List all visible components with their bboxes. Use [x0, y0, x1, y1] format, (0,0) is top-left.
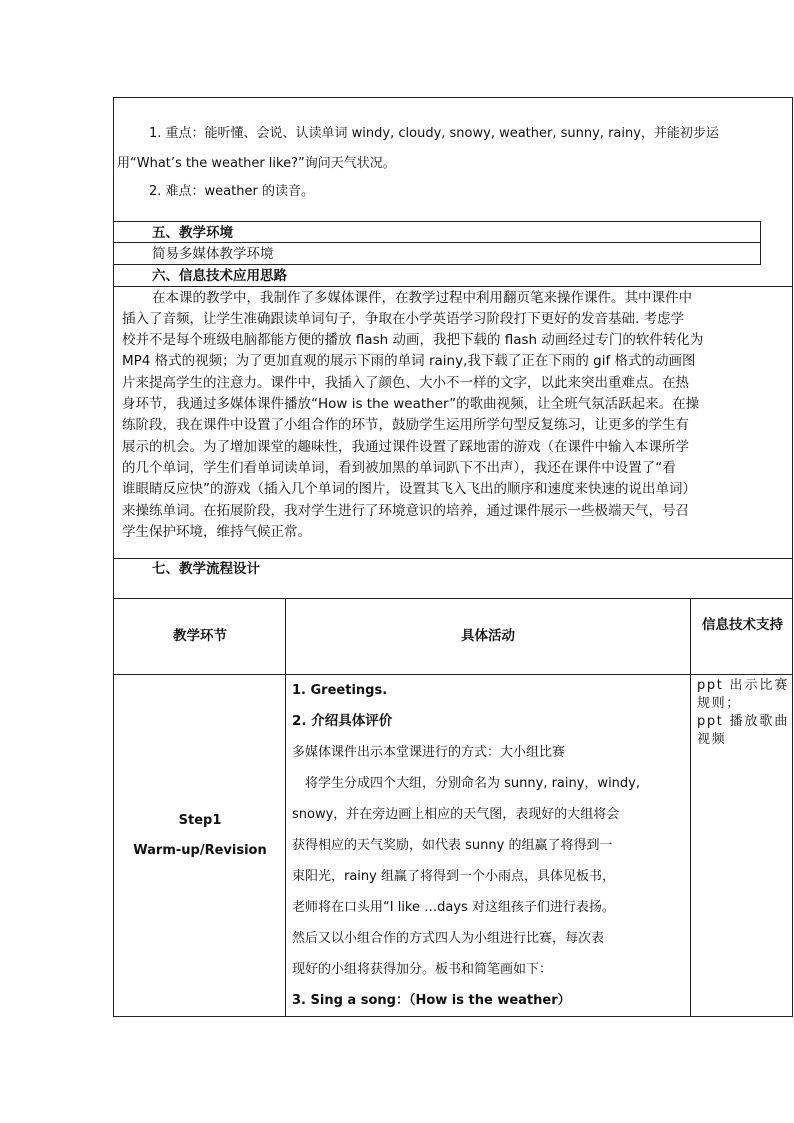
step-stage: Warm-up/Revision [133, 843, 267, 858]
activity-line-4: 将学生分成四个大组，分别命名为 sunny, rainy，windy, [305, 776, 640, 791]
header-activities: 具体活动 [461, 628, 515, 644]
section6-title: 六、信息技术应用思路 [152, 268, 287, 284]
section6-line-4: MP4 格式的视频；为了更加直观的展示下雨的单词 rainy,我下载了正在下雨的 gif 格式的动画图 [122, 353, 696, 369]
activity-line-9: 然后又以小组合作的方式四人为小组进行比赛，每次表 [292, 931, 605, 946]
activity-line-3: 多媒体课件出示本堂课进行的方式：大小组比赛 [292, 745, 566, 760]
key-point-line-1: 1. 重点：能听懂、会说、认读单词 windy, cloudy, snowy, weather, sunny, rainy，并能初步运 [149, 126, 719, 141]
section7-title: 七、教学流程设计 [152, 561, 260, 577]
section6-line-9: 的几个单词，学生们看单词读单词，看到被加黑的单词趴下不出声），我还在课件中设置了“看 [122, 460, 676, 476]
table-header-row [113, 599, 793, 675]
activity-line-5: snowy，并在旁边画上相应的天气图，表现好的大组将会 [292, 807, 620, 822]
tech-support-item-1: ppt 出示比赛规则； [697, 678, 789, 711]
section5-content-row [113, 243, 761, 265]
activity-line-1: 1. Greetings. [292, 683, 388, 698]
key-point-line-3: 2. 难点：weather 的读音。 [149, 184, 314, 199]
tech-support-item-2: ppt 播放歌曲视频 [697, 714, 789, 747]
section6-line-10: 谁眼睛反应快”的游戏（插入几个单词的图片，设置其飞入飞出的顺序和速度来快速的说出单词） [122, 481, 696, 497]
key-points-section [113, 97, 793, 221]
section6-line-11: 来操练单词。在拓展阶段，我对学生进行了环境意识的培养，通过课件展示一些极端天气，号召 [122, 503, 689, 519]
section6-line-8: 展示的机会。为了增加课堂的趣味性，我通过课件设置了踩地雷的游戏（在课件中输入本课所学 [122, 439, 689, 455]
section6-line-6: 身环节，我通过多媒体课件播放“How is the weather”的歌曲视频，让全班气氛活跃起来。在操 [122, 396, 700, 412]
tech-support-cell [697, 677, 789, 749]
section7-title-row [113, 559, 793, 599]
section5-title: 五、教学环境 [152, 225, 233, 241]
activity-line-7: 束阳光，rainy 组赢了将得到一个小雨点，具体见板书， [292, 869, 615, 884]
section6-line-12: 学生保护环境，维持气候正常。 [122, 524, 311, 540]
section6-body [113, 287, 793, 559]
section5-content: 简易多媒体教学环境 [152, 246, 274, 262]
section5-title-row [113, 221, 761, 243]
section6-line-3: 校并不是每个班级电脑都能方便的播放 flash 动画，我把下载的 flash 动画经过专门的软件转化为 [122, 332, 704, 348]
activity-line-2: 2. 介绍具体评价 [292, 713, 393, 729]
section6-line-1: 在本课的教学中，我制作了多媒体课件，在教学过程中利用翻页笔来操作课件。其中课件中 [152, 290, 692, 306]
header-teaching-step: 教学环节 [173, 628, 227, 644]
section6-line-2: 插入了音频，让学生准确跟读单词句子，争取在小学英语学习阶段打下更好的发音基础. 考虑学 [122, 311, 685, 327]
header-tech-support: 信息技术支持 [702, 617, 783, 633]
step-name: Step1 [178, 813, 222, 828]
section6-line-5: 片来提高学生的注意力。课件中，我插入了颜色、大小不一样的文字，以此来突出重难点。在热 [122, 375, 689, 391]
activity-line-11: 3. Sing a song：（How is the weather） [292, 993, 571, 1008]
activity-line-10: 现好的小组将获得加分。板书和简笔画如下： [292, 962, 553, 977]
activity-line-8: 老师将在口头用“I like …days 对这组孩子们进行表扬。 [292, 900, 615, 915]
table-row [113, 675, 793, 1017]
key-point-line-2: 用“What’s the weather like?”询问天气状况。 [117, 156, 396, 171]
section6-line-7: 练阶段，我在课件中设置了小组合作的环节，鼓励学生运用所学句型反复练习，让更多的学生有 [122, 417, 689, 433]
activity-line-6: 获得相应的天气奖励，如代表 sunny 的组赢了将得到一 [292, 838, 613, 853]
section6-title-row [113, 265, 793, 287]
